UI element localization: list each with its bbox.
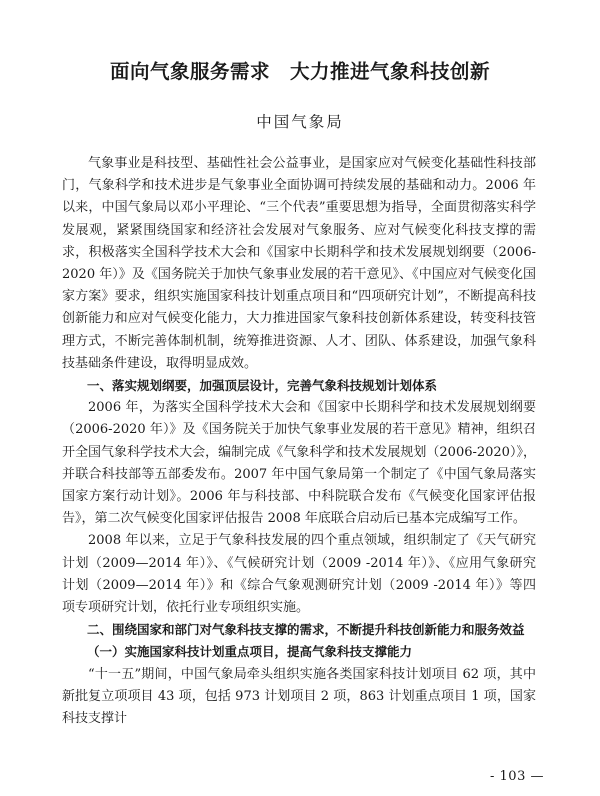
page-number: - 103 — [490,769,544,784]
body-paragraph: 2006 年，为落实全国科学技术大会和《国家中长期科学和技术发展规划纲要（2006-2020 年）》及《国务院关于加快气象事业发展的若干意见》精神，组织召开全国气象科学技术大会，编制完成《气象科学和技术发展规划（2006-2020）》，并联合科技部等五部委发布。2007 年中国气象局第一个制定了《中国气象局落实国家方案行动计划》。2006 年与科技部、中科院联合发布《气候变化国家评估报告》，第二次气候变化国家评估报告 2008 年底联合启动后已基本完成编写工作。 [62,400,536,527]
author-organization: 中国气象局 [256,113,344,131]
document-title: 面向气象服务需求 大力推进气象科技创新 [109,60,490,83]
body-paragraph: 2008 年以来，立足于气象科技发展的四个重点领域，组织制定了《天气研究计划（2009—2014 年）》、《气候研究计划（2009 -2014 年）》、《应用气象研究计划（2009—2014 年）》和《综合气象观测研究计划（2009 -2014 年）》等四项专项研究计划，依托行业专项组织实施。 [62,533,536,616]
document-body [62,153,536,730]
body-paragraph: 气象事业是科技型、基础性社会公益事业，是国家应对气候变化基础性科技部门，气象科学和技术进步是气象事业全面协调可持续发展的基础和动力。2006 年以来，中国气象局以邓小平理论、“三个代表”重要思想为指导，全面贯彻落实科学发展观，紧紧围绕国家和经济社会发展对气象服务、应对气候变化科技支撑的需求，积极落实全国科学技术大会和《国家中长期科学和技术发展规划纲要（2006-2020 年）》及《国务院关于加快气象事业发展的若干意见》、《中国应对气候变化国家方案》要求，组织实施国家科技计划重点项目和“四项研究计划”，不断提高科技创新能力和应对气候变化能力，大力推进国家气象科技创新体系建设，转变科技管理方式，不断完善体制机制，统筹推进资源、人才、团队、体系建设，加强气象科技基础条件建设，取得明显成效。 [62,156,536,371]
body-paragraph: “十一五”期间，中国气象局牵头组织实施各类国家科技计划项目 62 项，其中新批复立项项目 43 项，包括 973 计划项目 2 项，863 计划重点项目 1 项，国家科技支撑计 [62,666,536,727]
section-heading: 二、围绕国家和部门对气象科技支撑的需求，不断提升科技创新能力和服务效益 [87,622,525,638]
section-heading: 一、落实规划纲要，加强顶层设计，完善气象科技规划计划体系 [87,378,438,394]
subsection-heading: （一）实施国家科技计划重点项目，提高气象科技支撑能力 [87,644,413,660]
